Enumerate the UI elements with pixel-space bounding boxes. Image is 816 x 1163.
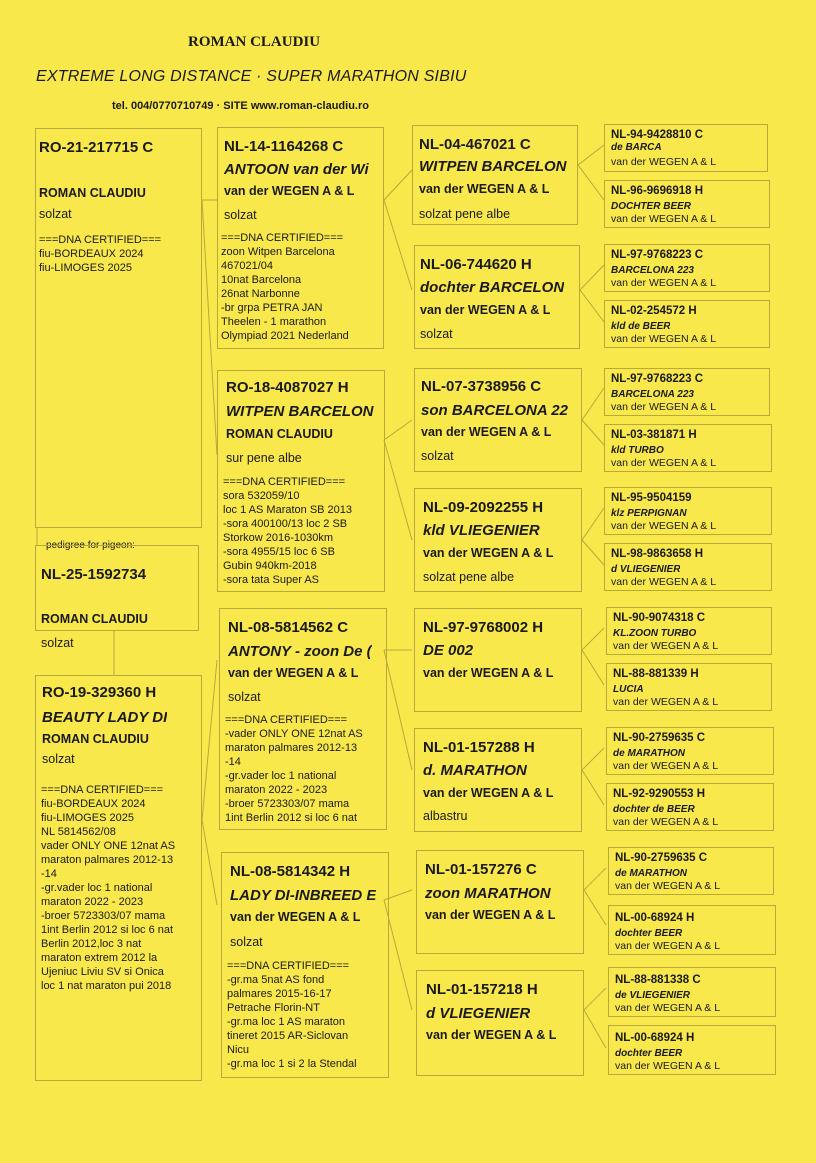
grandparent-color: solzat: [230, 935, 263, 949]
gen4-name: kld de BEER: [611, 321, 671, 332]
gen4-ring: NL-02-254572 H: [611, 305, 697, 317]
ggp-color: albastru: [423, 809, 468, 823]
note-line: fiu-BORDEAUX 2024: [41, 798, 146, 810]
gen4-owner: van der WEGEN A & L: [611, 457, 717, 469]
dam-name: BEAUTY LADY DI: [42, 709, 168, 726]
gen4-ring: NL-96-9696918 H: [611, 185, 704, 197]
subject-ring: NL-25-1592734: [41, 566, 147, 583]
gen4-card: [606, 663, 772, 711]
note-line: -vader ONLY ONE 12nat AS: [225, 728, 363, 740]
sire-notes: [39, 233, 161, 275]
gen4-owner: van der WEGEN A & L: [615, 880, 721, 892]
note-line: 26nat Narbonne: [221, 288, 300, 300]
note-line: ===DNA CERTIFIED===: [39, 234, 162, 246]
note-line: fiu-LIMOGES 2025: [39, 262, 132, 274]
gen4-owner: van der WEGEN A & L: [611, 213, 717, 225]
gen4-ring: NL-00-68924 H: [615, 1032, 695, 1044]
great-grandparent-card: [414, 608, 582, 712]
gen4-card: [604, 124, 768, 172]
ggp-owner: van der WEGEN A & L: [426, 1028, 557, 1042]
note-line: maraton 2022 - 2023: [41, 896, 144, 908]
great-grandparent-card: [414, 728, 582, 832]
gen4-owner: van der WEGEN A & L: [613, 640, 719, 652]
gen4-owner: van der WEGEN A & L: [611, 333, 717, 345]
gen4-card: [604, 487, 772, 535]
gen4-owner: van der WEGEN A & L: [615, 1060, 721, 1072]
great-grandparent-card: [416, 970, 584, 1076]
tagline: EXTREME LONG DISTANCE · SUPER MARATHON SIBIU: [36, 68, 467, 85]
gen4-owner: van der WEGEN A & L: [615, 1002, 721, 1014]
ggp-color: solzat pene albe: [423, 570, 515, 584]
note-line: maraton 2022 - 2023: [225, 784, 328, 796]
grandparent-card: [219, 608, 387, 830]
note-line: maraton palmares 2012-13: [41, 854, 174, 866]
ggp-owner: van der WEGEN A & L: [423, 666, 554, 680]
dam-card: [35, 675, 202, 1081]
grandparent-owner: ROMAN CLAUDIU: [226, 427, 333, 441]
note-line: Olympiad 2021 Nederland: [221, 330, 349, 342]
gen4-name: de VLIEGENIER: [615, 990, 691, 1001]
subject-owner: ROMAN CLAUDIU: [41, 612, 148, 626]
grandparent-color: sur pene albe: [226, 451, 302, 465]
ggp-ring: NL-01-157218 H: [426, 981, 538, 998]
gen4-name: de BARCA: [611, 142, 662, 153]
contact-line: tel. 004/0770710749 · SITE www.roman-claudiu.ro: [112, 100, 369, 112]
gen4-name: kld TURBO: [611, 445, 664, 456]
note-line: maraton extrem 2012 la: [41, 952, 158, 964]
note-line: loc 1 nat maraton pui 2018: [41, 980, 172, 992]
gen4-ring: NL-90-2759635 C: [613, 732, 706, 744]
note-line: ===DNA CERTIFIED===: [227, 960, 350, 972]
note-line: -gr.ma 5nat AS fond: [227, 974, 325, 986]
dam-ring: RO-19-329360 H: [42, 684, 157, 701]
gen4-owner: van der WEGEN A & L: [611, 520, 717, 532]
gen4-name: d VLIEGENIER: [611, 564, 681, 575]
gen4-card: [604, 543, 772, 591]
gen4-name: DOCHTER BEER: [611, 201, 692, 212]
great-grandparent-card: [416, 850, 584, 954]
note-line: zoon Witpen Barcelona: [221, 246, 335, 258]
grandparent-notes: [227, 959, 357, 1071]
sire-owner: ROMAN CLAUDIU: [39, 186, 146, 200]
ggp-name: kld VLIEGENIER: [423, 522, 540, 539]
gen4-owner: van der WEGEN A & L: [613, 816, 719, 828]
gen4-owner: van der WEGEN A & L: [613, 760, 719, 772]
gen4-ring: NL-88-881339 H: [613, 668, 699, 680]
ggp-name: zoon MARATHON: [425, 885, 551, 902]
grandparent-card: [217, 127, 384, 349]
grandparent-name: ANTONY - zoon De (: [228, 643, 372, 660]
ggp-ring: NL-07-3738956 C: [421, 378, 542, 395]
note-line: Nicu: [227, 1044, 250, 1056]
ggp-ring: NL-01-157276 C: [425, 861, 537, 878]
gen4-name: KL.ZOON TURBO: [613, 628, 697, 639]
ggp-color: solzat: [421, 449, 454, 463]
gen4-owner: van der WEGEN A & L: [615, 940, 721, 952]
gen4-card: [608, 847, 774, 895]
note-line: fiu-LIMOGES 2025: [41, 812, 134, 824]
gen4-card: [608, 967, 776, 1017]
gen4-card: [604, 368, 770, 416]
note-line: 467021/04: [221, 260, 273, 272]
gen4-owner: van der WEGEN A & L: [611, 277, 717, 289]
grandparent-card: [217, 370, 385, 592]
grandparent-ring: NL-08-5814342 H: [230, 863, 351, 880]
gen4-ring: NL-88-881338 C: [615, 974, 701, 986]
gen4-name: de MARATHON: [615, 868, 688, 879]
note-line: ===DNA CERTIFIED===: [223, 476, 346, 488]
note-line: Storkow 2016-1030km: [223, 532, 334, 544]
note-line: ===DNA CERTIFIED===: [41, 784, 164, 796]
great-grandparent-card: [412, 125, 578, 225]
gen4-name: LUCIA: [613, 684, 644, 695]
gen4-ring: NL-97-9768223 C: [611, 249, 704, 261]
ggp-owner: van der WEGEN A & L: [423, 786, 554, 800]
note-line: -gr.vader loc 1 national: [41, 882, 153, 894]
grandparent-ring: NL-08-5814562 C: [228, 619, 349, 636]
note-line: Theelen - 1 marathon: [221, 316, 327, 328]
gen4-card: [604, 424, 772, 472]
note-line: -14: [225, 756, 241, 768]
gen4-name: BARCELONA 223: [611, 389, 694, 400]
note-line: 1int Berlin 2012 si loc 6 nat: [225, 812, 358, 824]
ggp-name: d. MARATHON: [423, 762, 527, 779]
sire-ring: RO-21-217715 C: [39, 139, 154, 156]
gen4-card: [604, 244, 770, 292]
dam-color: solzat: [42, 752, 75, 766]
gen4-owner: van der WEGEN A & L: [611, 401, 717, 413]
gen4-card: [606, 607, 772, 655]
gen4-ring: NL-03-381871 H: [611, 429, 697, 441]
grandparent-name: ANTOON van der Wi: [224, 161, 369, 178]
ggp-owner: van der WEGEN A & L: [425, 908, 556, 922]
ggp-owner: van der WEGEN A & L: [419, 182, 550, 196]
gen4-ring: NL-90-2759635 C: [615, 852, 708, 864]
ggp-name: d VLIEGENIER: [426, 1005, 531, 1022]
subject-color: solzat: [41, 636, 74, 650]
gen4-card: [608, 1025, 776, 1075]
note-line: -broer 5723303/07 mama: [41, 910, 166, 922]
dam-owner: ROMAN CLAUDIU: [42, 732, 149, 746]
gen4-name: klz PERPIGNAN: [611, 508, 687, 519]
note-line: ===DNA CERTIFIED===: [225, 714, 348, 726]
note-line: -gr.ma loc 1 AS maraton: [227, 1016, 345, 1028]
sire-card: [35, 128, 202, 528]
gen4-ring: NL-94-9428810 C: [611, 129, 704, 141]
grandparent-owner: van der WEGEN A & L: [228, 666, 359, 680]
note-line: tineret 2015 AR-Siclovan: [227, 1030, 349, 1042]
grandparent-color: solzat: [224, 208, 257, 222]
grandparent-card: [221, 852, 389, 1078]
great-grandparent-card: [414, 368, 582, 472]
grandparent-ring: NL-14-1164268 C: [224, 138, 344, 155]
note-line: 1int Berlin 2012 si loc 6 nat: [41, 924, 174, 936]
gen4-card: [608, 905, 776, 955]
note-line: -sora 400100/13 loc 2 SB: [223, 518, 348, 530]
sire-color: solzat: [39, 207, 72, 221]
note-line: -gr.vader loc 1 national: [225, 770, 337, 782]
note-line: Ujeniuc Liviu SV si Onica: [41, 966, 164, 978]
note-line: -sora tata Super AS: [223, 574, 319, 586]
gen4-card: [604, 300, 770, 348]
gen4-ring: NL-97-9768223 C: [611, 373, 704, 385]
note-line: ===DNA CERTIFIED===: [221, 232, 344, 244]
grandparent-notes: [221, 231, 349, 343]
note-line: 10nat Barcelona: [221, 274, 302, 286]
grandparent-name: LADY DI-INBREED E: [230, 887, 377, 904]
grandparent-color: solzat: [228, 690, 261, 704]
great-grandparent-card: [414, 245, 580, 349]
note-line: fiu-BORDEAUX 2024: [39, 248, 144, 260]
gen4-card: [606, 727, 774, 775]
gen4-owner: van der WEGEN A & L: [611, 576, 717, 588]
gen4-owner: van der WEGEN A & L: [613, 696, 719, 708]
note-line: NL 5814562/08: [41, 826, 116, 838]
gen4-ring: NL-95-9504159: [611, 492, 692, 504]
grandparent-notes: [225, 713, 363, 825]
ggp-name: DE 002: [423, 642, 474, 659]
note-line: -broer 5723303/07 mama: [225, 798, 350, 810]
gen4-ring: NL-00-68924 H: [615, 912, 695, 924]
note-line: Petrache Florin-NT: [227, 1002, 320, 1014]
note-line: Berlin 2012,loc 3 nat: [41, 938, 142, 950]
gen4-card: [604, 180, 770, 228]
grandparent-ring: RO-18-4087027 H: [226, 379, 349, 396]
note-line: Gubin 940km-2018: [223, 560, 317, 572]
gen4-ring: NL-98-9863658 H: [611, 548, 704, 560]
gen4-name: BARCELONA 223: [611, 265, 694, 276]
ggp-ring: NL-06-744620 H: [420, 256, 532, 273]
gen4-name: de MARATHON: [613, 748, 686, 759]
breeder-title: ROMAN CLAUDIU: [188, 34, 321, 50]
gen4-name: dochter de BEER: [613, 804, 695, 815]
grandparent-notes: [223, 475, 352, 587]
ggp-name: son BARCELONA 22: [421, 402, 568, 419]
note-line: -gr.ma loc 1 si 2 la Stendal: [227, 1058, 357, 1070]
great-grandparent-card: [414, 488, 582, 592]
ggp-owner: van der WEGEN A & L: [420, 303, 551, 317]
grandparent-owner: van der WEGEN A & L: [230, 910, 361, 924]
ggp-owner: van der WEGEN A & L: [421, 425, 552, 439]
note-line: palmares 2015-16-17: [227, 988, 332, 1000]
subject-card: [35, 545, 199, 631]
note-line: -br grpa PETRA JAN: [221, 302, 323, 314]
ggp-name: dochter BARCELON: [420, 279, 565, 296]
gen4-name: dochter BEER: [615, 928, 683, 939]
ggp-owner: van der WEGEN A & L: [423, 546, 554, 560]
grandparent-name: WITPEN BARCELON: [226, 403, 374, 420]
note-line: loc 1 AS Maraton SB 2013: [223, 504, 353, 516]
note-line: maraton palmares 2012-13: [225, 742, 358, 754]
ggp-name: WITPEN BARCELON: [419, 158, 567, 175]
gen4-ring: NL-90-9074318 C: [613, 612, 706, 624]
ggp-ring: NL-01-157288 H: [423, 739, 535, 756]
note-line: -14: [41, 868, 57, 880]
ggp-color: solzat pene albe: [419, 207, 511, 221]
pedigree-label: pedigree for pigeon:: [46, 540, 135, 551]
note-line: vader ONLY ONE 12nat AS: [41, 840, 176, 852]
ggp-ring: NL-04-467021 C: [419, 136, 531, 153]
gen4-owner: van der WEGEN A & L: [611, 156, 717, 168]
dam-notes: [41, 783, 175, 993]
ggp-ring: NL-09-2092255 H: [423, 499, 544, 516]
note-line: sora 532059/10: [223, 490, 300, 502]
gen4-card: [606, 783, 774, 831]
gen4-name: dochter BEER: [615, 1048, 683, 1059]
grandparent-owner: van der WEGEN A & L: [224, 184, 355, 198]
ggp-color: solzat: [420, 327, 453, 341]
ggp-ring: NL-97-9768002 H: [423, 619, 544, 636]
note-line: -sora 4955/15 loc 6 SB: [223, 546, 335, 558]
gen4-ring: NL-92-9290553 H: [613, 788, 706, 800]
